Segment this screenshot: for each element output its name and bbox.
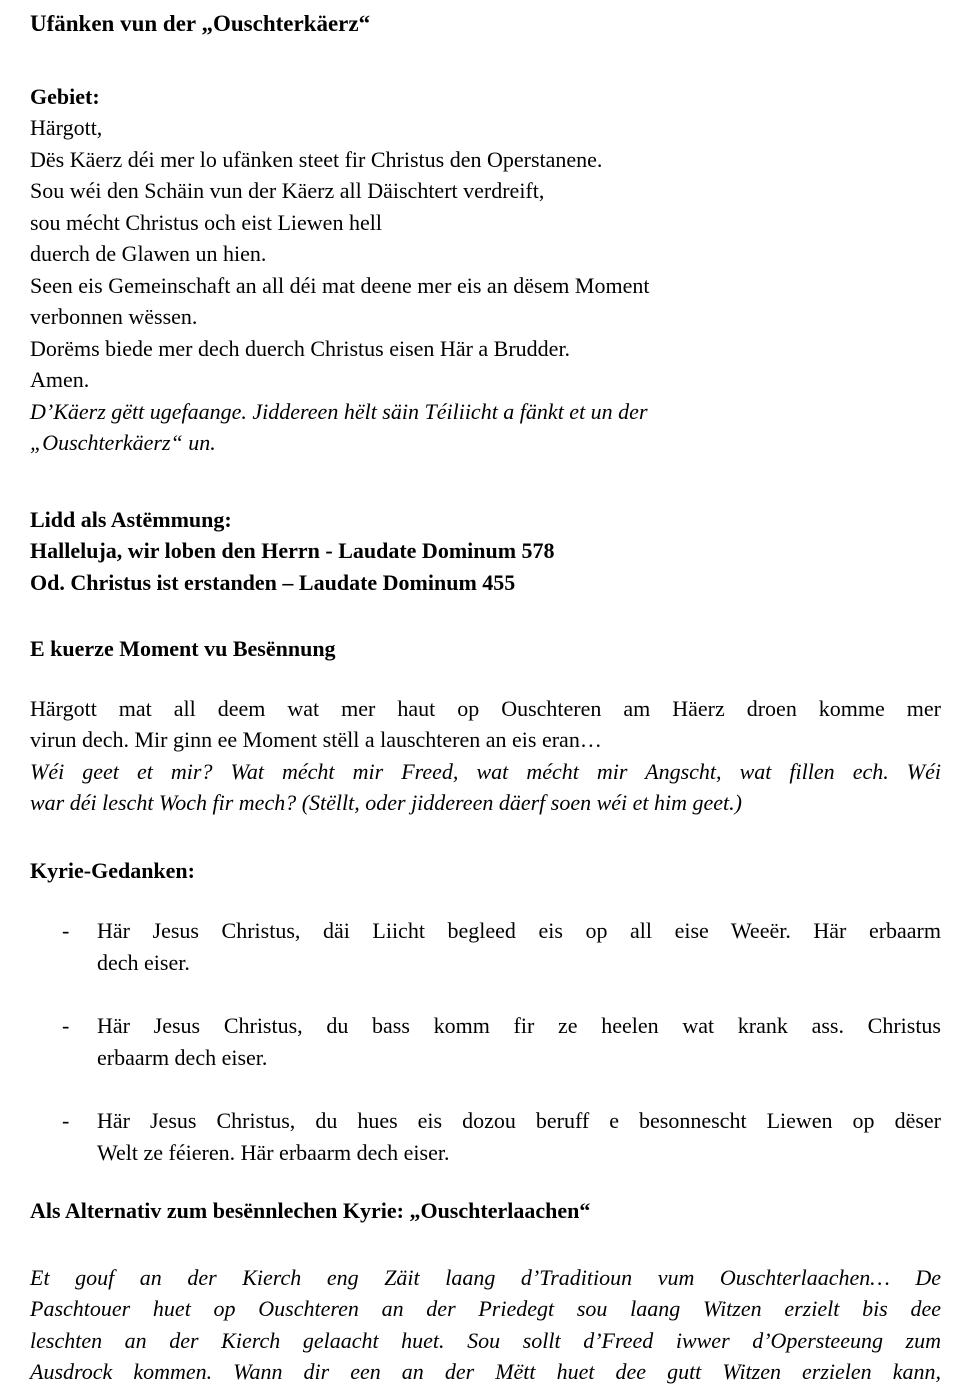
story-line: Paschtouer huet op Ouschteren an der Priedegt sou laang Witzen erzielt bis dee [30, 1296, 941, 1321]
bullet-dash: - [62, 1108, 70, 1133]
bullet-dash: - [62, 1013, 70, 1038]
bullet-line: Här Jesus Christus, du hues eis dozou beruff e besonnescht Liewen op dëser [97, 1108, 941, 1133]
rubric-line: „Ouschterkäerz“ un. [30, 430, 216, 455]
prayer-line: Dës Käerz déi mer lo ufänken steet fir Christus den Operstanene. [30, 146, 603, 172]
section-kyrie [30, 855, 941, 1169]
bullet-line: Här Jesus Christus, däi Liicht begleed eis op all eise Weeër. Här erbaarm [97, 918, 941, 943]
kyrie-bullet-2 [30, 1010, 941, 1073]
bullet-dash: - [62, 918, 70, 943]
section-lidd [30, 504, 941, 599]
prayer-line: Härgott, [30, 115, 103, 140]
paragraph-line: Härgott mat all deem wat mer haut op Ouschteren am Häerz droen komme mer [30, 695, 941, 721]
prayer-line: Sou wéi den Schäin vun der Käerz all Däischtert verdreift, [30, 178, 545, 203]
kyrie-heading: Kyrie-Gedanken: [30, 857, 195, 883]
document-title: Ufänken vun der „Ouschterkäerz“ [30, 11, 371, 36]
section-gebiet [30, 81, 941, 459]
prayer-line: Seen eis Gemeinschaft an all déi mat deene mer eis an dësem Moment [30, 272, 650, 298]
song-line: Od. Christus ist erstanden – Laudate Dominum 455 [30, 569, 516, 595]
story-line: leschten an der Kierch gelaacht huet. Sou sollt d’Freed iwwer d’Opersteeung zum [30, 1327, 941, 1353]
bullet-line: dech eiser. [97, 949, 190, 975]
gebiet-heading: Gebiet: [30, 83, 100, 109]
prayer-line: sou mécht Christus och eist Liewen hell [30, 209, 382, 235]
rubric-line: D’Käerz gëtt ugefaange. Jiddereen hëlt säin Téiliicht a fänkt et un der [30, 398, 648, 424]
kyrie-bullet-3 [30, 1105, 941, 1168]
song-line: Halleluja, wir loben den Herrn - Laudate Dominum 578 [30, 538, 555, 563]
section-alternativ [30, 1195, 941, 1384]
kyrie-bullet-1 [30, 915, 941, 978]
section-besennung [30, 633, 941, 819]
besennung-heading: E kuerze Moment vu Besënnung [30, 636, 336, 661]
prayer-line: Amen. [30, 367, 90, 392]
bullet-line: Här Jesus Christus, du bass komm fir ze heelen wat krank ass. Christus [97, 1013, 941, 1038]
bullet-line: Welt ze féieren. Här erbaarm dech eiser. [97, 1139, 450, 1165]
bullet-line: erbaarm dech eiser. [97, 1044, 268, 1070]
prayer-line: verbonnen wëssen. [30, 304, 198, 329]
lidd-heading: Lidd als Astëmmung: [30, 506, 232, 532]
prayer-line: duerch de Glawen un hien. [30, 241, 267, 266]
alternativ-heading: Als Alternativ zum besënnlechen Kyrie: „Ouschterlaachen“ [30, 1198, 591, 1223]
story-line: Et gouf an der Kierch eng Zäit laang d’Traditioun vum Ouschterlaachen… De [30, 1264, 941, 1290]
rubric-line: war déi lescht Woch fir mech? (Stëllt, oder jiddereen däerf soen wéi et him geet.) [30, 790, 742, 815]
rubric-line: Wéi geet et mir? Wat mécht mir Freed, wat mécht mir Angscht, wat fillen ech. Wéi [30, 758, 941, 784]
paragraph-line: virun dech. Mir ginn ee Moment stëll a lauschteren an eis eran… [30, 727, 602, 752]
prayer-line: Dorëms biede mer dech duerch Christus eisen Här a Brudder. [30, 335, 571, 361]
story-line: Ausdrock kommen. Wann dir een an der Mëtt huet dee gutt Witzen erzielen kann, [30, 1359, 941, 1384]
